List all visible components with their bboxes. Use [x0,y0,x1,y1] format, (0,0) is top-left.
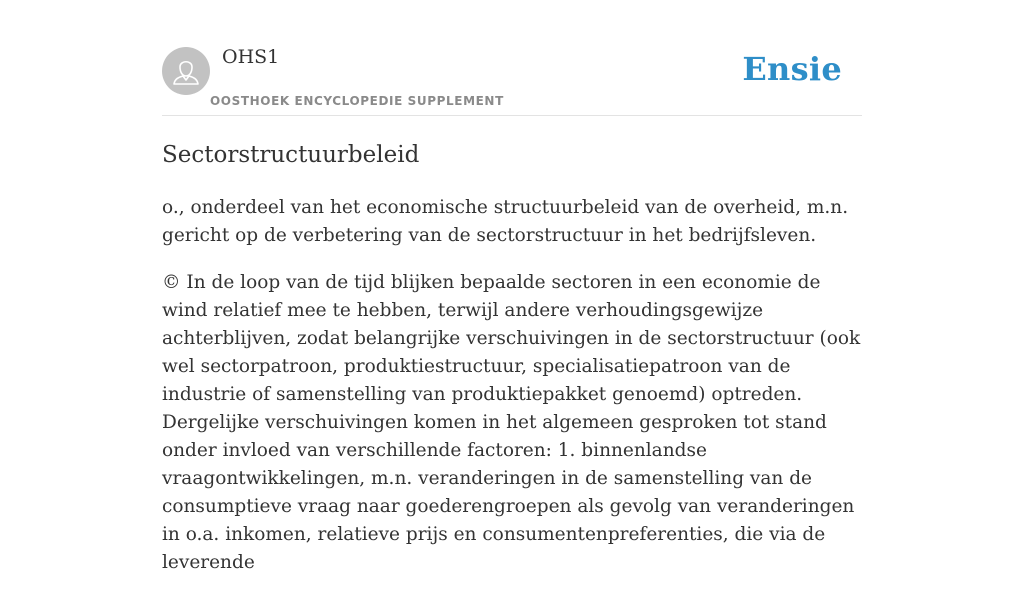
site-code[interactable]: OHS1 [222,46,280,68]
article-paragraph: o., onderdeel van het economische structuurbeleid van de overheid, m.n. gericht op de verbetering van de sectorstructuur in het bedrijfsleven. [162,197,849,246]
article [162,140,862,596]
user-avatar-icon[interactable] [162,47,210,95]
site-name[interactable]: OOSTHOEK ENCYCLOPEDIE SUPPLEMENT [210,94,504,108]
article-title: Sectorstructuurbeleid [162,142,420,168]
header [162,0,862,116]
brand-logo[interactable]: Ensie [742,50,842,88]
article-paragraph: © In de loop van de tijd blijken bepaalde sectoren in een economie de wind relatief mee te hebben, terwijl andere verhoudingsgewijze achterblijven, zodat belangrijke verschuivingen in de sectorstructuur (ook wel sectorpatroon, produktiestructuur, specialisatiepatroon van de industrie of samenstelling van produktiepakket genoemd) optreden. Dergelijke verschuivingen komen in het algemeen gesproken tot stand onder invloed van verschillende factoren: 1. binnenlandse vraagontwikkelingen, m.n. veranderingen in de samenstelling van de consumptieve vraag naar goederengroepen als gevolg van veranderingen in o.a. inkomen, relatieve prijs en consumentenpreferenties, die via de leverende [162,272,861,573]
